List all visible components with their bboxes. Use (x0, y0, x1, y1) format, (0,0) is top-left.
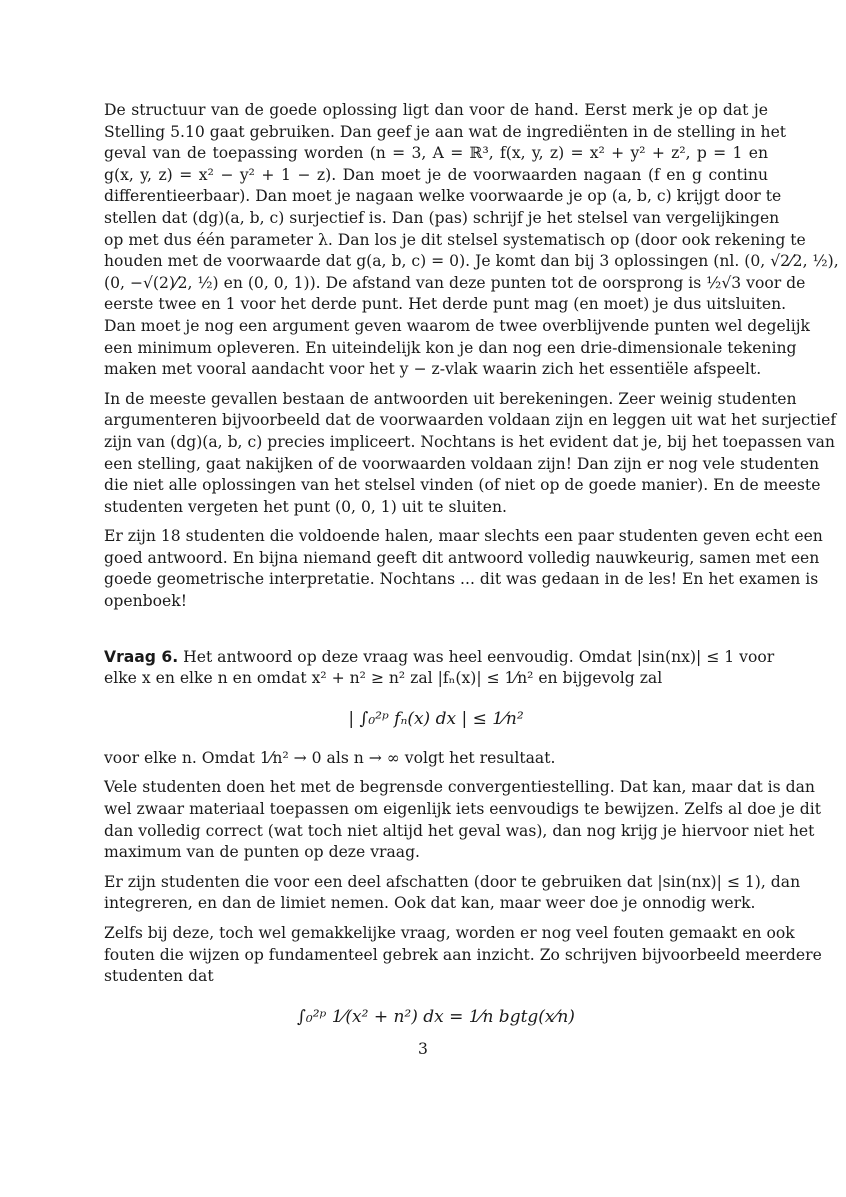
display-formula-bound (104, 704, 768, 734)
text-line: zijn van (dg)(a, b, c) precies impliceert. Nochtans is het evident dat je, bij het toepassen van (104, 432, 835, 451)
text-line: Er zijn 18 studenten die voldoende halen, maar slechts een paar studenten geven echt een (104, 527, 823, 546)
text-line: In de meeste gevallen bestaan de antwoorden uit berekeningen. Zeer weinig studenten (104, 389, 797, 408)
text-line: Zelfs bij deze, toch wel gemakkelijke vraag, worden er nog veel fouten gemaakt en ook (104, 924, 795, 942)
text-line: dan volledig correct (wat toch niet altijd het geval was), dan nog krijg je hiervoor niet het (104, 821, 815, 840)
paragraph-solution-structure (104, 100, 839, 381)
display-formula-integral (104, 1002, 768, 1032)
section-gap (104, 621, 768, 647)
paragraph-results (104, 526, 823, 612)
paragraph-conclusion (104, 748, 768, 770)
page-content (104, 100, 839, 1046)
text-line (104, 647, 775, 669)
text-line: fouten die wijzen op fundamenteel gebrek aan inzicht. Zo schrijven bijvoorbeeld meerdere (104, 945, 822, 964)
text-line: geval van de toepassing worden (n = 3, A = ℝ³, f(x, y, z) = x² + y² + z², p = 1 en (104, 144, 768, 163)
text-line: maximum van de punten op deze vraag. (104, 843, 421, 862)
text-line: Er zijn studenten die voor een deel afschatten (door te gebruiken dat |sin(nx)| ≤ 1), dan (104, 872, 801, 891)
text-line: studenten dat (104, 967, 214, 986)
text-line: differentieerbaar). Dan moet je nagaan welke voorwaarde je op (a, b, c) krijgt door te (104, 187, 782, 206)
paragraph-common-answers (104, 389, 837, 519)
text-line: houden met de voorwaarde dat g(a, b, c) = 0). Je komt dan bij 3 oplossingen (nl. (0, √2⁄2, ½), (104, 252, 839, 271)
text-line: Vele studenten doen het met de begrensde convergentiestelling. Dat kan, maar dat is dan (104, 778, 815, 797)
text-line: studenten vergeten het punt (0, 0, 1) uit te sluiten. (104, 497, 507, 516)
text-line: g(x, y, z) = x² − y² + 1 − z). Dan moet je de voorwaarden nagaan (f en g continu (104, 165, 768, 184)
text-line: De structuur van de goede oplossing ligt dan voor de hand. Eerst merk je op dat je (104, 101, 768, 119)
text-line: (0, −√(2)⁄2, ½) en (0, 0, 1)). De afstand van deze punten tot de oorsprong is ½√3 voor de (104, 273, 806, 292)
paragraph-estimates (104, 872, 801, 915)
paragraph-errors (104, 923, 822, 988)
question-6-intro (104, 647, 775, 690)
formula: | ∫₀²ᵖ fₙ(x) dx | ≤ 1⁄n² (348, 708, 524, 729)
text-line: voor elke n. Omdat 1⁄n² → 0 als n → ∞ volgt het resultaat. (104, 748, 556, 767)
text-line: Dan moet je nog een argument geven waarom de twee overblijvende punten wel degelijk (104, 316, 810, 335)
text-line: maken met vooral aandacht voor het y − z-vlak waarin zich het essentiële afspeelt. (104, 360, 762, 379)
text-line: goede geometrische interpretatie. Nochtans ... dit was gedaan in de les! En het examen is (104, 570, 819, 589)
text-line: wel zwaar materiaal toepassen om eigenlijk iets eenvoudigs te bewijzen. Zelfs al doe je dit (104, 800, 822, 819)
question-label: Vraag 6. (104, 647, 179, 666)
text-line: goed antwoord. En bijna niemand geeft dit antwoord volledig nauwkeurig, samen met een (104, 548, 820, 567)
text-line: Stelling 5.10 gaat gebruiken. Dan geef je aan wat de ingrediënten in de stelling in het (104, 122, 787, 141)
formula: ∫₀²ᵖ 1⁄(x² + n²) dx = 1⁄n bgtg(x⁄n) (297, 1006, 575, 1027)
text-line: eerste twee en 1 voor het derde punt. Het derde punt mag (en moet) je dus uitsluiten. (104, 295, 787, 314)
text-line: elke x en elke n en omdat x² + n² ≥ n² zal |fₙ(x)| ≤ 1⁄n² en bijgevolg zal (104, 669, 663, 688)
text-line: stellen dat (dg)(a, b, c) surjectief is. Dan (pas) schrijf je het stelsel van vergelijkingen (104, 208, 780, 227)
text-line: op met dus één parameter λ. Dan los je dit stelsel systematisch op (door ook rekening te (104, 230, 806, 249)
paragraph-convergence (104, 777, 822, 863)
page-number: 3 (418, 1040, 428, 1058)
question-line-text: Het antwoord op deze vraag was heel eenvoudig. Omdat |sin(nx)| ≤ 1 voor (178, 647, 775, 666)
text-line: die niet alle oplossingen van het stelsel vinden (of niet op de goede manier). En de meeste (104, 476, 821, 495)
text-line: argumenteren bijvoorbeeld dat de voorwaarden voldaan zijn en leggen uit wat het surjectief (104, 411, 837, 430)
text-line: een minimum opleveren. En uiteindelijk kon je dan nog een drie-dimensionale tekening (104, 338, 797, 357)
text-line: integreren, en dan de limiet nemen. Ook dat kan, maar weer doe je onnodig werk. (104, 894, 756, 913)
text-line: openboek! (104, 592, 187, 611)
text-line: een stelling, gaat nakijken of de voorwaarden voldaan zijn! Dan zijn er nog vele studenten (104, 454, 820, 473)
